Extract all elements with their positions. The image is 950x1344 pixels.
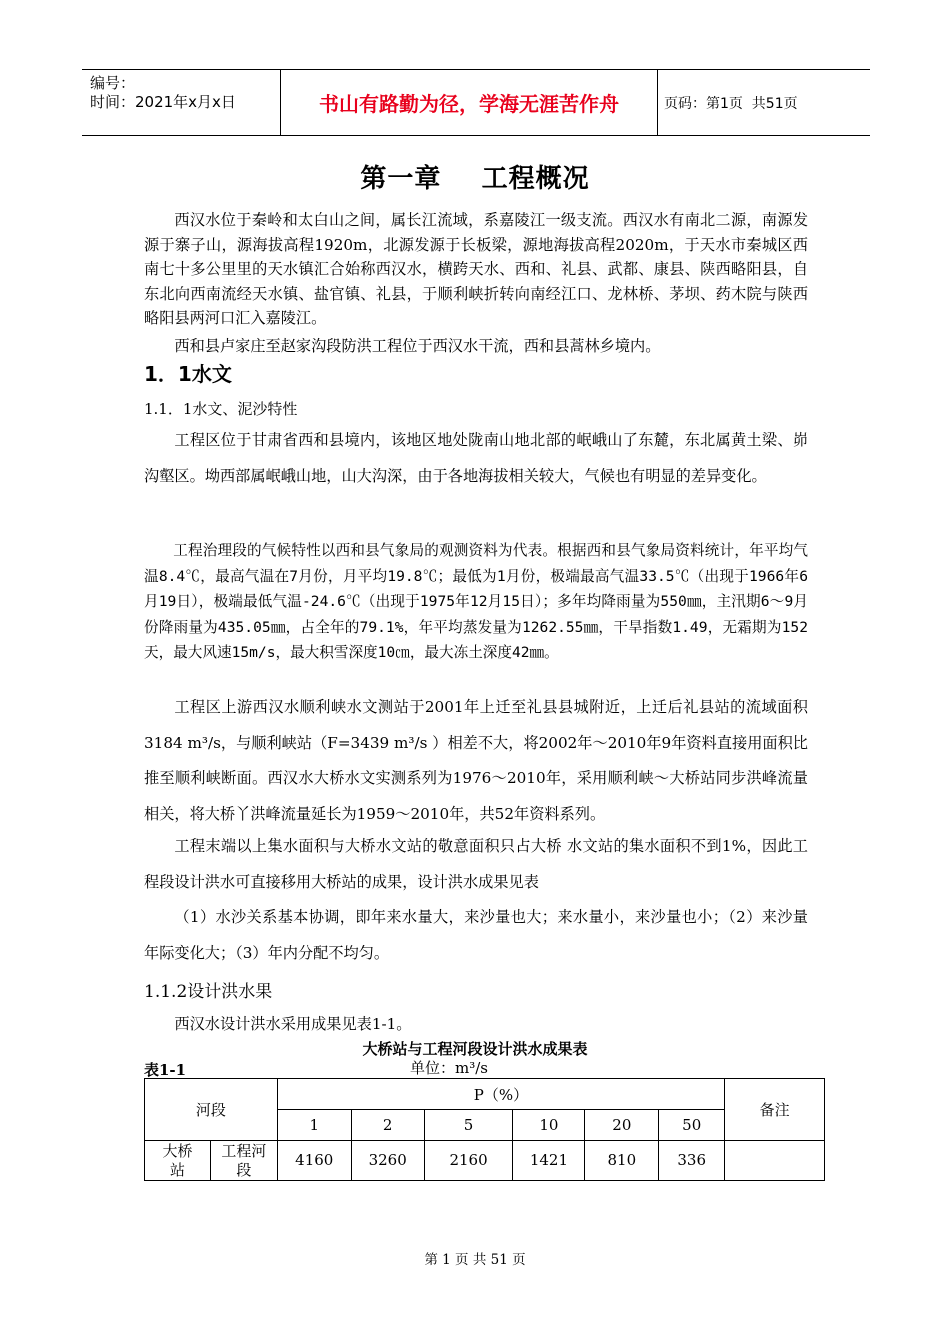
- row-section-label: 工程河段: [210, 1141, 277, 1181]
- paragraph-gauging-station: 工程区上游西汉水顺利峡水文测站于2001年上迁至礼县县城附近，上迁后礼县站的流域面积3184 m³/s，与顺利峡站（F=3439 m³/s ）相差不大，将2002年～2010年9年资料直接用面积比推至顺利峡断面。西汉水大桥水文实测系列为1976～2010年，采用顺利峡～大桥站同步洪峰流量相关，将大桥丫洪峰流量延长为1959～2010年，共52年资料系列。: [144, 698, 808, 823]
- flood-value: 336: [659, 1141, 725, 1181]
- probability-value: 20: [585, 1110, 659, 1141]
- header-probability: P（%）: [277, 1079, 724, 1110]
- section-heading-hydrology: 1．1水文: [144, 362, 232, 386]
- header-divider-right: [657, 70, 658, 136]
- row-station-label: 大桥站: [145, 1141, 211, 1181]
- table-number: 表1-1: [144, 1061, 187, 1079]
- header-top-rule: [82, 69, 870, 70]
- header-motto: 书山有路勤为径，学海无涯苦作舟: [319, 92, 619, 116]
- paragraph-table-reference: 西汉水设计洪水采用成果见表1-1。: [174, 1015, 412, 1033]
- table-caption: 大桥站与工程河段设计洪水成果表: [362, 1040, 588, 1058]
- flood-value: 810: [585, 1141, 659, 1181]
- header-number-label: 编号：: [90, 74, 136, 92]
- header-page-info: 页码：第1页 共51页: [664, 96, 798, 112]
- probability-value: 1: [277, 1110, 351, 1141]
- probability-value: 10: [513, 1110, 585, 1141]
- header-divider-left: [280, 70, 281, 136]
- paragraph-intro: 西汉水位于秦岭和太白山之间，属长江流域，系嘉陵江一级支流。西汉水有南北二源，南源发源于寨子山，源海拔高程1920m，北源发源于长板梁，源地海拔高程2020m，于天水市秦城区西南七十多公里里的天水镇汇合始称西汉水，横跨天水、西和、礼县、武都、康县、陕西略阳县，自东北向西南流经天水镇、盐官镇、礼县，于顺利峡折转向南经江口、龙林桥、茅坝、药木院与陕西略阳县两河口汇入嘉陵江。: [144, 211, 808, 327]
- probability-value: 2: [351, 1110, 424, 1141]
- flood-value: 4160: [277, 1141, 351, 1181]
- flood-value: 3260: [351, 1141, 424, 1181]
- table-unit: 单位：m³/s: [410, 1059, 488, 1077]
- subsection-heading-design-flood: 1.1.2设计洪水果: [144, 982, 273, 1002]
- table-row: [145, 1141, 825, 1181]
- paragraph-climate: 工程治理段的气候特性以西和县气象局的观测资料为代表。根据西和县气象局资料统计，年平均气温8.4℃，最高气温在7月份，月平均19.8℃；最低为1月份，极端最高气温33.5℃（出现于1966年6月19日），极端最低气温-24.6℃（出现于1975年12月15日）；多年均降雨量为550㎜，主汛期6～9月份降雨量为435.05㎜，占全年的79.1%，年平均蒸发量为1262.55㎜，干旱指数1.49，无霜期为152天，最大风速15m/s，最大积雪深度10㎝，最大冻土深度42㎜。: [144, 542, 808, 661]
- header-bottom-rule: [82, 135, 870, 136]
- paragraph-catchment: 工程末端以上集水面积与大桥水文站的敬意面积只占大桥 水文站的集水面积不到1%，因此工程段设计洪水可直接移用大桥站的成果，设计洪水成果见表: [144, 837, 808, 891]
- probability-value: 50: [659, 1110, 725, 1141]
- probability-value: 5: [424, 1110, 513, 1141]
- header-time-label: 时间：2021年x月x日: [90, 93, 236, 111]
- page-footer: 第 1 页 共 51 页: [424, 1252, 526, 1268]
- row-note: [725, 1141, 825, 1181]
- table-header-row: [145, 1079, 825, 1110]
- paragraph-project-location: 西和县卢家庄至赵家沟段防洪工程位于西汉水干流，西和县蒿林乡境内。: [174, 337, 661, 355]
- flood-value: 2160: [424, 1141, 513, 1181]
- flood-value: 1421: [513, 1141, 585, 1181]
- subsection-heading-sediment: 1.1．1水文、泥沙特性: [144, 400, 298, 418]
- header-river-section: 河段: [145, 1079, 278, 1141]
- chapter-title: 第一章 工程概况: [360, 164, 590, 194]
- header-note: 备注: [725, 1079, 825, 1141]
- design-flood-table: [144, 1078, 825, 1181]
- paragraph-terrain: 工程区位于甘肃省西和县境内，该地区地处陇南山地北部的岷峨山了东麓，东北属黄土梁、峁沟壑区。坳西部属岷峨山地，山大沟深，由于各地海拔相关较大，气候也有明显的差异变化。: [144, 431, 808, 485]
- paragraph-sediment-relation: （1）水沙关系基本协调，即年来水量大，来沙量也大；来水量小，来沙量也小；（2）来沙量年际变化大；（3）年内分配不均匀。: [144, 908, 808, 962]
